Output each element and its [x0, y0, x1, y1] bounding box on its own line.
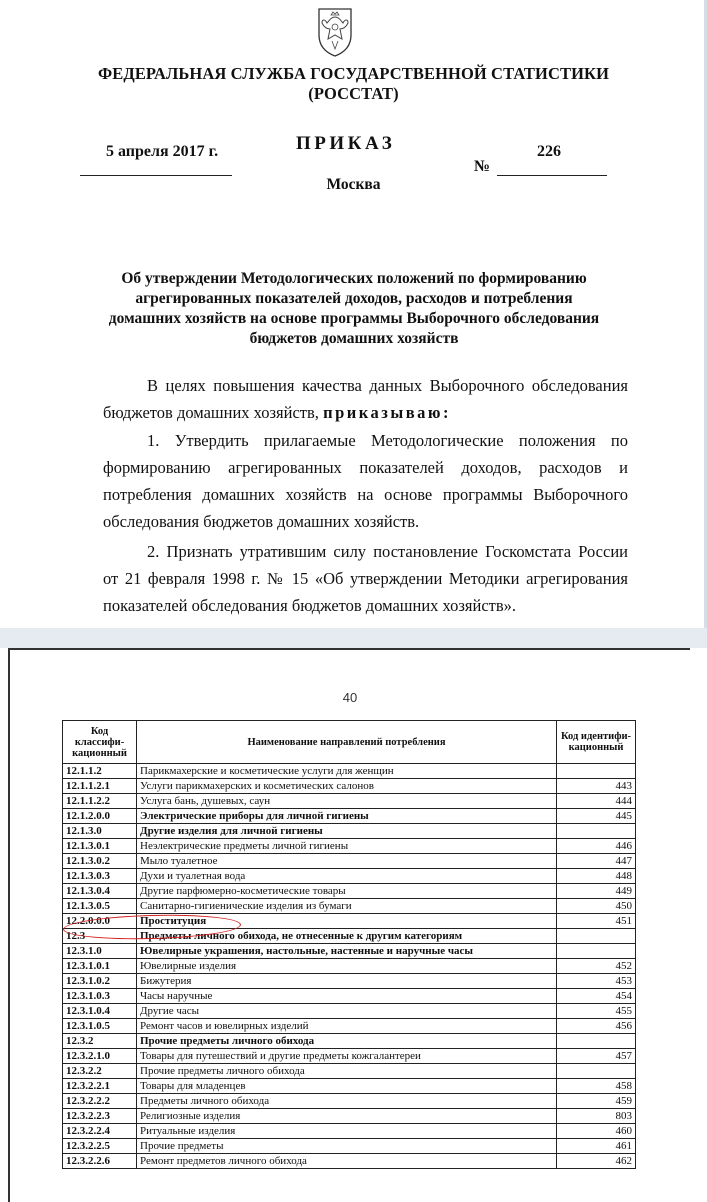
organization-name: ФЕДЕРАЛЬНАЯ СЛУЖБА ГОСУДАРСТВЕННОЙ СТАТИСТИКИ	[97, 64, 610, 83]
row-code: 12.1.1.2.2	[63, 794, 137, 809]
row-ident: 443	[557, 779, 636, 794]
row-ident: 803	[557, 1109, 636, 1124]
row-ident	[557, 944, 636, 959]
table-row	[63, 869, 636, 884]
row-code: 12.3	[63, 929, 137, 944]
row-ident: 448	[557, 869, 636, 884]
row-name: Духи и туалетная вода	[137, 869, 557, 884]
row-ident: 447	[557, 854, 636, 869]
header-ident-code: Код идентифи-кационный	[557, 721, 636, 764]
row-ident	[557, 1064, 636, 1079]
row-name: Ювелирные украшения, настольные, настенные и наручные часы	[137, 944, 557, 959]
row-name: Бижутерия	[137, 974, 557, 989]
row-name: Ритуальные изделия	[137, 1124, 557, 1139]
row-name: Услуга бань, душевых, саун	[137, 794, 557, 809]
row-ident: 456	[557, 1019, 636, 1034]
table-row	[63, 929, 636, 944]
row-name: Неэлектрические предметы личной гигиены	[137, 839, 557, 854]
row-name: Товары для путешествий и другие предметы кожгалантереи	[137, 1049, 557, 1064]
page-number: 40	[342, 690, 358, 705]
row-code: 12.1.3.0	[63, 824, 137, 839]
clause-1: 1. Утвердить прилагаемые Методологические положения по формированию агрегированных показателей доходов, расходов и потребления домашних хозяйств на основе программы Выборочного обследования бюджетов домашних хозяйств.	[103, 431, 628, 531]
table-row	[63, 959, 636, 974]
row-ident	[557, 764, 636, 779]
row-code: 12.3.1.0.5	[63, 1019, 137, 1034]
row-ident: 458	[557, 1079, 636, 1094]
row-code: 12.3.2.2.1	[63, 1079, 137, 1094]
row-name: Прочие предметы личного обихода	[137, 1064, 557, 1079]
table-row	[63, 884, 636, 899]
table-row	[63, 944, 636, 959]
row-name: Часы наручные	[137, 989, 557, 1004]
table-row	[63, 839, 636, 854]
table-row	[63, 824, 636, 839]
row-code: 12.3.1.0.3	[63, 989, 137, 1004]
row-ident: 462	[557, 1154, 636, 1169]
row-code: 12.1.3.0.5	[63, 899, 137, 914]
row-code: 12.3.2.2.5	[63, 1139, 137, 1154]
row-code: 12.1.3.0.4	[63, 884, 137, 899]
table-row	[63, 764, 636, 779]
row-ident	[557, 929, 636, 944]
title-line: бюджетов домашних хозяйств	[249, 330, 459, 347]
row-name: Религиозные изделия	[137, 1109, 557, 1124]
order-title	[80, 269, 628, 349]
table-row	[63, 914, 636, 929]
row-ident: 451	[557, 914, 636, 929]
header-class-code: Код классифи-кационный	[63, 721, 137, 764]
row-code: 12.3.1.0.2	[63, 974, 137, 989]
row-code: 12.3.1.0.4	[63, 1004, 137, 1019]
row-name: Предметы личного обихода, не отнесенные к другим категориям	[137, 929, 557, 944]
row-ident: 461	[557, 1139, 636, 1154]
row-code: 12.3.2.2	[63, 1064, 137, 1079]
row-code: 12.3.2.2.3	[63, 1109, 137, 1124]
table-row	[63, 1139, 636, 1154]
row-name: Парикмахерские и косметические услуги для женщин	[137, 764, 557, 779]
row-name: Другие изделия для личной гигиены	[137, 824, 557, 839]
table-row	[63, 809, 636, 824]
table-row	[63, 1049, 636, 1064]
appendix-page	[8, 648, 690, 1202]
table-row	[63, 794, 636, 809]
row-name: Проституция	[137, 914, 557, 929]
row-ident: 457	[557, 1049, 636, 1064]
row-name: Ремонт часов и ювелирных изделий	[137, 1019, 557, 1034]
row-ident: 446	[557, 839, 636, 854]
row-name: Ремонт предметов личного обихода	[137, 1154, 557, 1169]
row-name: Другие часы	[137, 1004, 557, 1019]
table-row	[63, 1124, 636, 1139]
row-ident: 444	[557, 794, 636, 809]
table-row	[63, 1154, 636, 1169]
row-name: Электрические приборы для личной гигиены	[137, 809, 557, 824]
row-code: 12.1.3.0.1	[63, 839, 137, 854]
number-sign: №	[474, 158, 491, 175]
command-word: приказываю:	[323, 403, 452, 422]
table-row	[63, 899, 636, 914]
row-name: Санитарно-гигиенические изделия из бумаги	[137, 899, 557, 914]
row-ident: 450	[557, 899, 636, 914]
row-code: 12.3.2.2.6	[63, 1154, 137, 1169]
table-row	[63, 989, 636, 1004]
organization-abbr: (РОССТАТ)	[308, 84, 399, 103]
row-name: Предметы личного обихода	[137, 1094, 557, 1109]
title-line: агрегированных показателей доходов, расходов и потребления	[135, 290, 573, 307]
row-ident: 445	[557, 809, 636, 824]
row-name: Услуги парикмахерских и косметических салонов	[137, 779, 557, 794]
header-name: Наименование направлений потребления	[137, 721, 557, 764]
coat-of-arms-icon	[315, 5, 355, 57]
table-row	[63, 1109, 636, 1124]
row-ident	[557, 1034, 636, 1049]
row-ident: 460	[557, 1124, 636, 1139]
row-ident: 454	[557, 989, 636, 1004]
row-code: 12.3.2.2.2	[63, 1094, 137, 1109]
order-date: 5 апреля 2017 г.	[106, 143, 219, 160]
classification-table	[62, 720, 636, 1169]
document-type-heading: ПРИКАЗ	[296, 133, 396, 154]
row-name: Товары для младенцев	[137, 1079, 557, 1094]
row-ident: 455	[557, 1004, 636, 1019]
row-name: Мыло туалетное	[137, 854, 557, 869]
preamble-paragraph	[103, 372, 628, 426]
row-code: 12.3.2.2.4	[63, 1124, 137, 1139]
row-code: 12.3.1.0	[63, 944, 137, 959]
clause-2: 2. Признать утратившим силу постановление Госкомстата России от 21 февраля 1998 г. № 15 «Об утверждении Методики агрегирования показателей обследования бюджетов домашних хозяйств».	[103, 542, 628, 615]
row-code: 12.1.2.0.0	[63, 809, 137, 824]
table-row	[63, 974, 636, 989]
row-code: 12.1.3.0.3	[63, 869, 137, 884]
table-row	[63, 1034, 636, 1049]
order-number: 226	[537, 143, 561, 160]
table-row	[63, 1094, 636, 1109]
city: Москва	[326, 176, 381, 193]
row-code: 12.3.2.1.0	[63, 1049, 137, 1064]
table-row	[63, 1019, 636, 1034]
screenshot-separator	[0, 628, 707, 648]
title-line: домашних хозяйств на основе программы Выборочного обследования	[108, 310, 600, 327]
row-name: Другие парфюмерно-косметические товары	[137, 884, 557, 899]
preamble-text: В целях повышения качества данных Выборочного обследования бюджетов домашних хозяйств,	[103, 376, 628, 422]
table-row	[63, 779, 636, 794]
row-name: Ювелирные изделия	[137, 959, 557, 974]
row-ident: 452	[557, 959, 636, 974]
table-row	[63, 854, 636, 869]
table-body	[63, 764, 636, 1169]
table-row	[63, 1004, 636, 1019]
row-name: Прочие предметы личного обихода	[137, 1034, 557, 1049]
title-line: Об утверждении Методологических положений по формированию	[121, 270, 587, 287]
row-code: 12.3.1.0.1	[63, 959, 137, 974]
row-code: 12.2.0.0.0	[63, 914, 137, 929]
table-row	[63, 1079, 636, 1094]
row-ident: 449	[557, 884, 636, 899]
table-row	[63, 1064, 636, 1079]
row-ident: 453	[557, 974, 636, 989]
row-code: 12.1.3.0.2	[63, 854, 137, 869]
row-ident: 459	[557, 1094, 636, 1109]
row-code: 12.1.1.2	[63, 764, 137, 779]
table-header-row	[63, 721, 636, 764]
row-code: 12.3.2	[63, 1034, 137, 1049]
row-name: Прочие предметы	[137, 1139, 557, 1154]
row-code: 12.1.1.2.1	[63, 779, 137, 794]
row-ident	[557, 824, 636, 839]
